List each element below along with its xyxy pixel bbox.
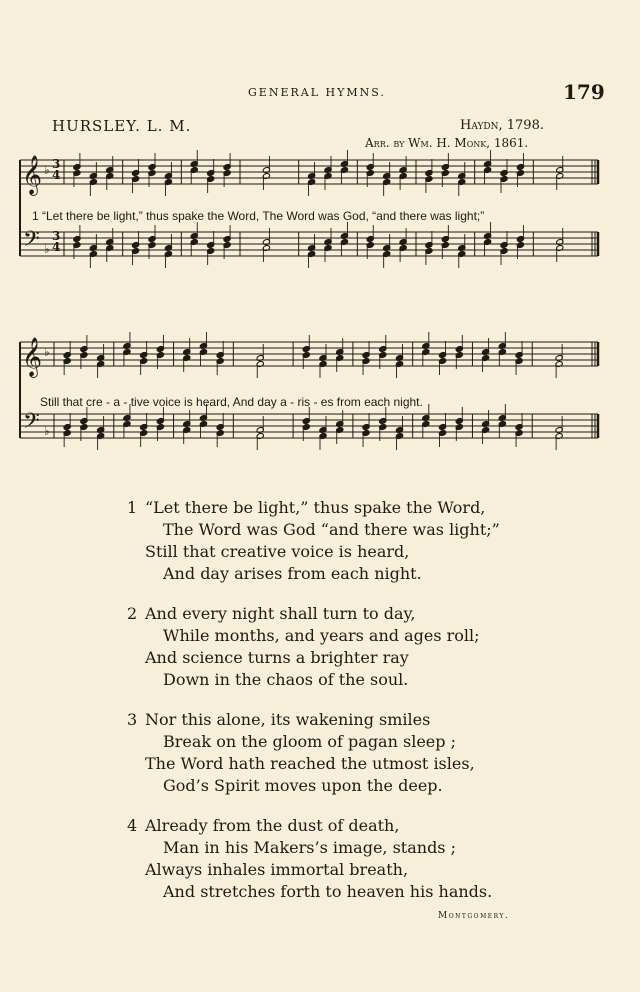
time-signature-digit: 3 [52,229,61,243]
page-number: 179 [563,80,605,104]
stanza-line: And day arises from each night. [163,564,422,583]
stanza-line: Down in the chaos of the soul. [163,670,409,689]
composer: Haydn, 1798. [460,118,544,133]
stanza-number: 1 [127,498,138,517]
stanza-line: Break on the gloom of pagan sleep ; [163,732,456,751]
hymn-text [0,497,640,921]
stanza-line: The Word was God “and there was light;” [163,520,500,539]
stanza-line: And every night shall turn to day, [145,604,416,623]
treble-clef-icon: 𝄞 [22,155,43,195]
stanza-line: Still that creative voice is heard, [145,542,410,561]
stanza-line: God’s Spirit moves upon the deep. [163,776,443,795]
stanza-number: 2 [127,604,138,623]
running-head: GENERAL HYMNS. [248,86,386,99]
key-flat-icon: ♭ [44,424,50,438]
key-flat-icon: ♭ [44,242,50,256]
stanza-4 [0,815,640,903]
stanza-line: And science turns a brighter ray [145,648,409,667]
stanza-2 [0,603,640,691]
stanza-line: Nor this alone, its wakening smiles [145,710,431,729]
arranger: Arr. by Wm. H. Monk, 1861. [365,136,529,150]
stanza-1 [0,497,640,585]
author-attribution: Montgomery. [438,911,510,921]
system-2-underlay: Still that cre - a - tive voice is heard, And day a - ris - es from each night. [40,395,423,409]
stanza-line: The Word hath reached the utmost isles, [145,754,475,773]
stanza-line: Always inhales immortal breath, [145,860,409,879]
bass-clef-icon: 𝄢 [23,227,40,257]
key-flat-icon: ♭ [44,345,50,359]
bass-clef-icon: 𝄢 [23,409,40,439]
stanza-line: “Let there be light,” thus spake the Word, [145,498,486,517]
stanza-line: And stretches forth to heaven his hands. [163,882,493,901]
tune-name: HURSLEY. L. M. [52,117,192,135]
time-signature-digit: 4 [52,240,61,254]
key-flat-icon: ♭ [44,163,50,177]
system-1-underlay: 1 “Let there be light,” thus spake the Word, The Word was God, “and there was light;” [32,209,485,223]
stanza-line: Man in his Makers’s image, stands ; [163,838,456,857]
stanza-number: 4 [127,816,138,835]
time-signature-digit: 4 [52,168,61,182]
stanza-line: While months, and years and ages roll; [163,626,480,645]
stanza-number: 3 [127,710,138,729]
treble-clef-icon: 𝄞 [22,337,43,377]
time-signature-digit: 3 [52,157,61,171]
stanza-3 [0,709,640,797]
stanza-line: Already from the dust of death, [145,816,400,835]
